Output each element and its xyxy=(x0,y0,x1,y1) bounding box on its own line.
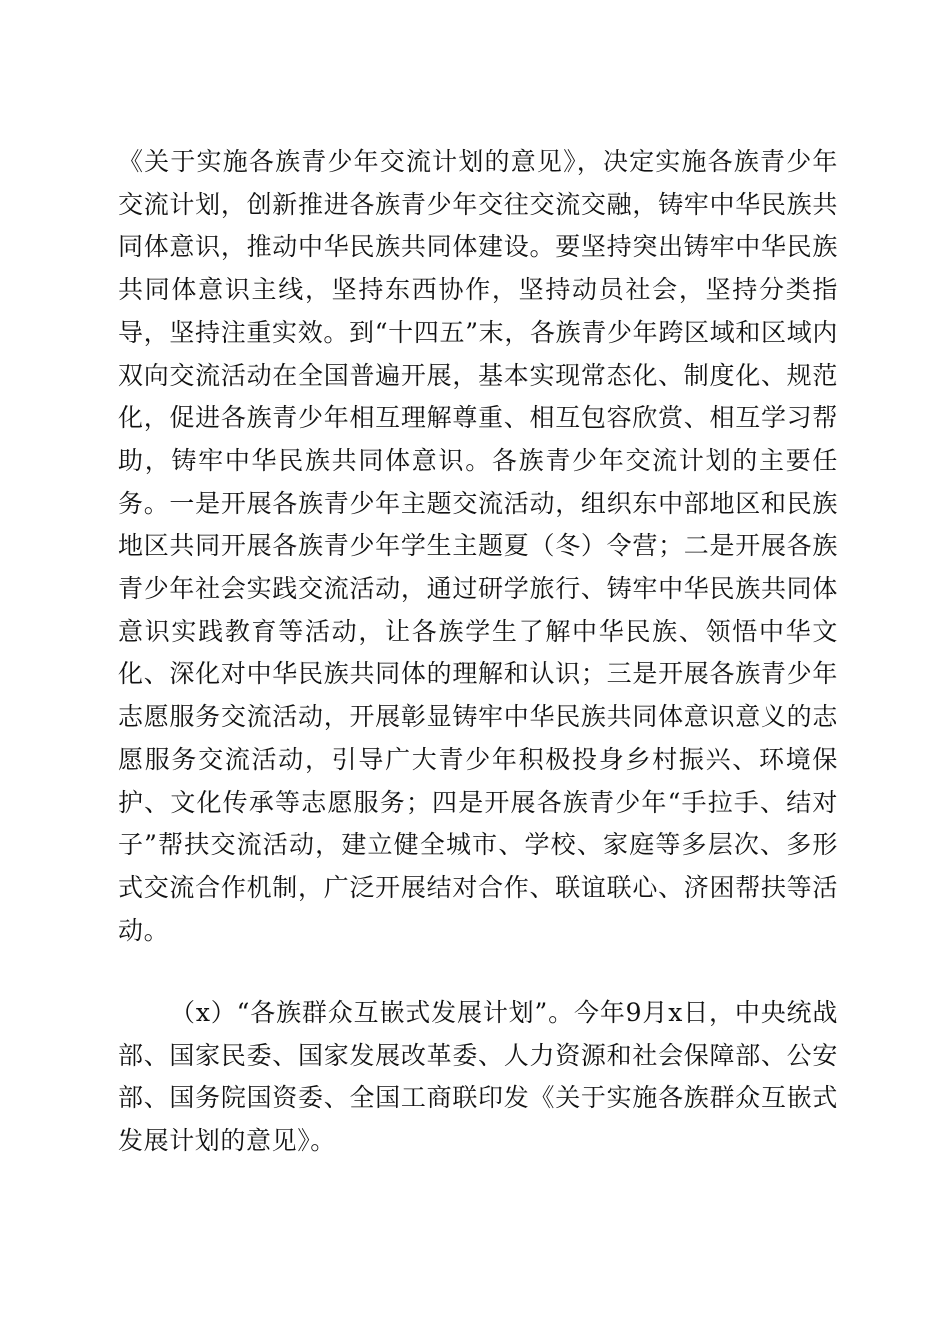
body-paragraph-2: （x）“各族群众互嵌式发展计划”。今年9月x日，中央统战部、国家民委、国家发展改革委、人力资源和社会保障部、公安部、国务院国资委、全国工商联印发《关于实施各族群众互嵌式发展计划的意见》。 xyxy=(118,998,838,1156)
body-paragraph-1: 《关于实施各族青少年交流计划的意见》，决定实施各族青少年交流计划，创新推进各族青少年交往交流交融，铸牢中华民族共同体意识，推动中华民族共同体建设。要坚持突出铸牢中华民族共同体意识主线，坚持东西协作，坚持动员社会，坚持分类指导，坚持注重实效。到“十四五”末，各族青少年跨区域和区域内双向交流活动在全国普遍开展，基本实现常态化、制度化、规范化，促进各族青少年相互理解尊重、相互包容欣赏、相互学习帮助，铸牢中华民族共同体意识。各族青少年交流计划的主要任务。一是开展各族青少年主题交流活动，组织东中部地区和民族地区共同开展各族青少年学生主题夏（冬）令营；二是开展各族青少年社会实践交流活动，通过研学旅行、铸牢中华民族共同体意识实践教育等活动，让各族学生了解中华民族、领悟中华文化、深化对中华民族共同体的理解和认识；三是开展各族青少年志愿服务交流活动，开展彰显铸牢中华民族共同体意识意义的志愿服务交流活动，引导广大青少年积极投身乡村振兴、环境保护、文化传承等志愿服务；四是开展各族青少年“手拉手、结对子”帮扶交流活动，建立健全城市、学校、家庭等多层次、多形式交流合作机制，广泛开展结对合作、联谊联心、济困帮扶等活动。 xyxy=(118,147,838,945)
